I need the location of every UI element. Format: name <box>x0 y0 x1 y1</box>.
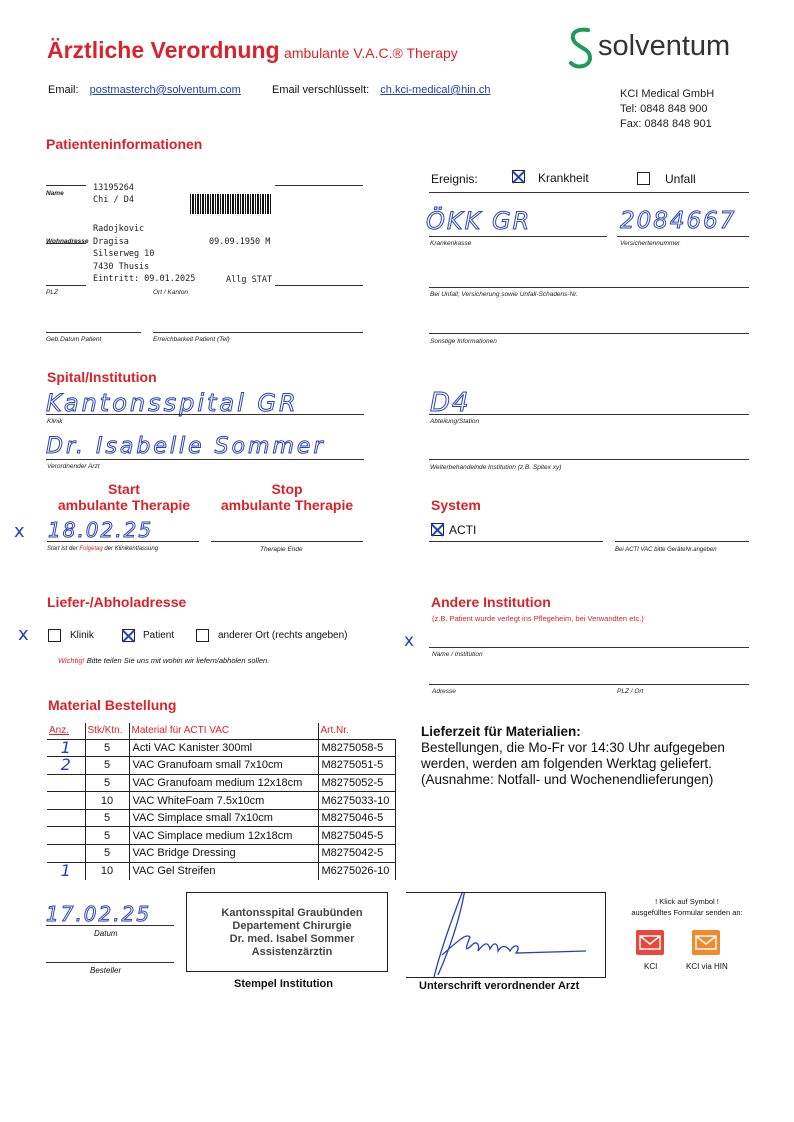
label-tel: Erreichbarkeit Patient (Tel) <box>153 336 230 343</box>
barcode <box>190 194 272 214</box>
stk-cell: 5 <box>85 809 129 827</box>
label-geb: Geb.Datum Patient <box>46 336 102 343</box>
label-stempel: Stempel Institution <box>234 978 333 990</box>
anz-cell[interactable] <box>47 809 85 827</box>
start-title: Start ambulante Therapie <box>57 481 191 513</box>
opt-other: anderer Ort (rechts angeben) <box>218 630 348 641</box>
company-tel: Tel: 0848 848 900 <box>620 103 708 115</box>
label-other-name: Name / Institution <box>432 651 483 658</box>
stk-cell: 5 <box>85 827 129 845</box>
art-cell: M8275058-5 <box>318 739 395 757</box>
stamp-text: Kantonsspital Graubünden Departement Chirurgie Dr. med. Isabel Sommer Assistenzärztin <box>221 907 363 958</box>
table-row <box>47 739 395 757</box>
label-other-plz: PLZ / Ort <box>617 688 644 695</box>
klinik-value[interactable]: Kantonsspital GR <box>46 389 299 417</box>
label-sonstige: Sonstige Informationen <box>430 338 497 345</box>
anz-cell[interactable] <box>47 845 85 863</box>
art-cell: M8275051-5 <box>318 757 395 775</box>
kci-mail-icon[interactable] <box>636 930 664 955</box>
kci-label: KCI <box>644 962 658 971</box>
send-info <box>612 896 762 918</box>
checkbox-krankheit[interactable] <box>512 170 525 183</box>
email-label: Email: <box>48 84 79 96</box>
table-row <box>47 862 395 880</box>
material-cell: VAC Simplace medium 12x18cm <box>129 827 318 845</box>
sticker-street: Silserweg 10 <box>93 249 155 259</box>
table-row <box>47 809 395 827</box>
title-sub: ambulante V.A.C.® Therapy <box>284 45 458 61</box>
company-fax: Fax: 0848 848 901 <box>620 118 712 130</box>
material-cell: VAC WhiteFoam 7.5x10cm <box>129 792 318 810</box>
date-value[interactable]: 17.02.25 <box>46 902 152 926</box>
envelope-icon <box>636 930 664 955</box>
checkbox-other[interactable] <box>196 629 209 642</box>
sticker-entry: Eintritt: 09.01.2025 <box>93 274 196 284</box>
section-spital: Spital/Institution <box>47 369 157 385</box>
label-unterschrift: Unterschrift verordnender Arzt <box>419 980 580 992</box>
anz-cell[interactable]: 2 <box>47 757 85 775</box>
checkbox-unfall[interactable] <box>637 172 650 185</box>
label-arzt: Verordnender Arzt <box>47 463 100 470</box>
stop-label: Therapie Ende <box>260 546 303 553</box>
sticker-number: 13195264 <box>93 183 134 193</box>
brand-name: solventum <box>598 30 731 62</box>
stk-cell: 10 <box>85 792 129 810</box>
email-row <box>48 84 241 96</box>
patient-sticker <box>93 183 134 206</box>
checkbox-patient[interactable] <box>122 629 135 642</box>
signature-scribble-icon <box>406 893 606 979</box>
station-value[interactable]: D4 <box>430 388 471 418</box>
klick-text-1: ! Klick auf Symbol ! <box>655 897 719 906</box>
section-other-inst: Andere Institution <box>431 594 551 610</box>
anz-cell[interactable] <box>47 774 85 792</box>
col-stk: Stk/Ktn. <box>85 723 129 739</box>
sticker-address <box>93 223 195 286</box>
sticker-lastname: Radojkovic <box>93 224 145 234</box>
opt-klinik: Klinik <box>70 630 94 641</box>
table-row <box>47 792 395 810</box>
other-inst-x-mark: x <box>404 631 416 651</box>
label-name: Name <box>46 190 64 197</box>
email-enc-link[interactable]: ch.kci-medical@hin.ch <box>380 84 491 96</box>
label-other-adresse: Adresse <box>432 688 456 695</box>
envelope-icon <box>692 930 720 955</box>
company-info <box>620 87 714 132</box>
sticker-city: 7430 Thusis <box>93 261 150 272</box>
brand-logo <box>566 26 736 72</box>
stk-cell: 10 <box>85 862 129 880</box>
section-patient: Patienteninformationen <box>46 136 203 152</box>
solventum-logo-icon <box>566 26 596 72</box>
material-cell: VAC Gel Streifen <box>129 862 318 880</box>
email-link[interactable]: postmasterch@solventum.com <box>89 84 241 96</box>
stamp-box[interactable] <box>186 892 388 972</box>
art-cell: M6275026-10 <box>318 862 395 880</box>
label-station: Abteilung/Station <box>430 418 480 425</box>
material-cell: VAC Bridge Dressing <box>129 845 318 863</box>
section-system: System <box>431 497 481 513</box>
delivery-info-text: Bestellungen, die Mo-Fr vor 14:30 Uhr aufgegeben werden, werden am folgenden Werktag geliefert. (Ausnahme: Notfall- und Wochenendlieferungen) <box>421 740 725 787</box>
form-title <box>47 37 458 64</box>
start-x-mark: x <box>14 521 26 542</box>
table-row <box>47 774 395 792</box>
delivery-info-title: Lieferzeit für Materialien: <box>421 724 581 739</box>
klick-text-2: ausgefülltes Formular senden an: <box>631 908 743 917</box>
email-enc-row <box>272 84 490 96</box>
krankenkasse-value[interactable]: ÖKK GR <box>426 207 532 235</box>
stk-cell: 5 <box>85 739 129 757</box>
start-date-value[interactable]: 18.02.25 <box>48 518 154 542</box>
label-acti: Bei ACTI VAC bitte GeräteNr.angeben <box>615 547 717 553</box>
opt-unfall: Unfall <box>665 172 696 186</box>
material-cell: VAC Granufoam medium 12x18cm <box>129 774 318 792</box>
anz-cell[interactable] <box>47 827 85 845</box>
label-besteller: Besteller <box>90 966 122 975</box>
section-material: Material Bestellung <box>48 697 177 713</box>
event-label: Ereignis: <box>431 172 478 186</box>
delivery-x-mark: x <box>18 624 30 645</box>
company-name: KCI Medical GmbH <box>620 88 715 100</box>
label-plz: PLZ <box>46 289 58 296</box>
label-krankenkasse: Krankenkasse <box>430 240 472 247</box>
anz-cell[interactable]: 1 <box>47 862 85 880</box>
versicherten-value[interactable]: 2084667 <box>620 208 737 234</box>
material-cell: VAC Granufoam small 7x10cm <box>129 757 318 775</box>
kci-hin-label: KCI via HIN <box>686 962 728 971</box>
table-row <box>47 827 395 845</box>
anz-cell[interactable] <box>47 792 85 810</box>
art-cell: M8275045-5 <box>318 827 395 845</box>
delivery-info <box>421 724 771 788</box>
col-anz: Anz. <box>47 723 85 739</box>
table-row <box>47 845 395 863</box>
label-weiter: Weiterbehandelnde Institution (z.B. Spitex xy) <box>430 464 562 471</box>
label-versicherten: Versichertennummer <box>620 240 681 247</box>
table-row <box>47 757 395 775</box>
label-datum: Datum <box>94 929 118 938</box>
delivery-warning: Wichtig! Bitte teilen Sie uns mit wohin wir liefern/abholen sollen. <box>58 656 270 665</box>
checkbox-klinik[interactable] <box>48 629 61 642</box>
arzt-value[interactable]: Dr. Isabelle Sommer <box>46 434 326 459</box>
label-ort: Ort / Kanton <box>153 289 189 296</box>
material-cell: Acti VAC Kanister 300ml <box>129 739 318 757</box>
section-delivery: Liefer-/Abholadresse <box>47 594 187 610</box>
start-label: Start ist der Folgetag der Klinikentlassung <box>47 546 159 552</box>
col-art: Art.Nr. <box>318 723 395 739</box>
col-material: Material für ACTI VAC <box>129 723 318 739</box>
label-klinik: Klinik <box>47 418 63 425</box>
sticker-unit: Chi / D4 <box>93 194 134 205</box>
email-enc-label: Email verschlüsselt: <box>272 84 370 96</box>
title-main: Ärztliche Verordnung <box>47 37 280 63</box>
stk-cell: 5 <box>85 845 129 863</box>
anz-cell[interactable]: 1 <box>47 739 85 757</box>
other-inst-note: (z.B. Patient wurde verlegt ins Pflegeheim, bei Verwandten etc.) <box>432 614 644 623</box>
label-unfall: Bei Unfall; Versicherung sowie Unfall-Schadens-Nr. <box>430 291 578 298</box>
sticker-insurance: Allg STAT <box>226 275 273 285</box>
material-header-row <box>47 723 395 739</box>
checkbox-acti[interactable] <box>431 523 444 536</box>
opt-patient: Patient <box>143 630 175 641</box>
art-cell: M8275042-5 <box>318 845 395 863</box>
art-cell: M8275046-5 <box>318 809 395 827</box>
stop-title: Stop ambulante Therapie <box>220 481 354 513</box>
sticker-firstname: Dragisa <box>93 236 129 247</box>
art-cell: M6275033-10 <box>318 792 395 810</box>
opt-krankheit: Krankheit <box>538 171 589 185</box>
signature-box[interactable] <box>406 892 606 978</box>
art-cell: M8275052-5 <box>318 774 395 792</box>
material-table <box>47 723 396 880</box>
acti-label: ACTI <box>449 523 477 537</box>
kci-hin-mail-icon[interactable] <box>692 930 720 955</box>
stk-cell: 5 <box>85 774 129 792</box>
sticker-dob: 09.09.1950 M <box>209 237 271 247</box>
material-cell: VAC Simplace small 7x10cm <box>129 809 318 827</box>
stk-cell: 5 <box>85 757 129 775</box>
label-wohnadresse: Wohnadresse <box>46 238 89 245</box>
